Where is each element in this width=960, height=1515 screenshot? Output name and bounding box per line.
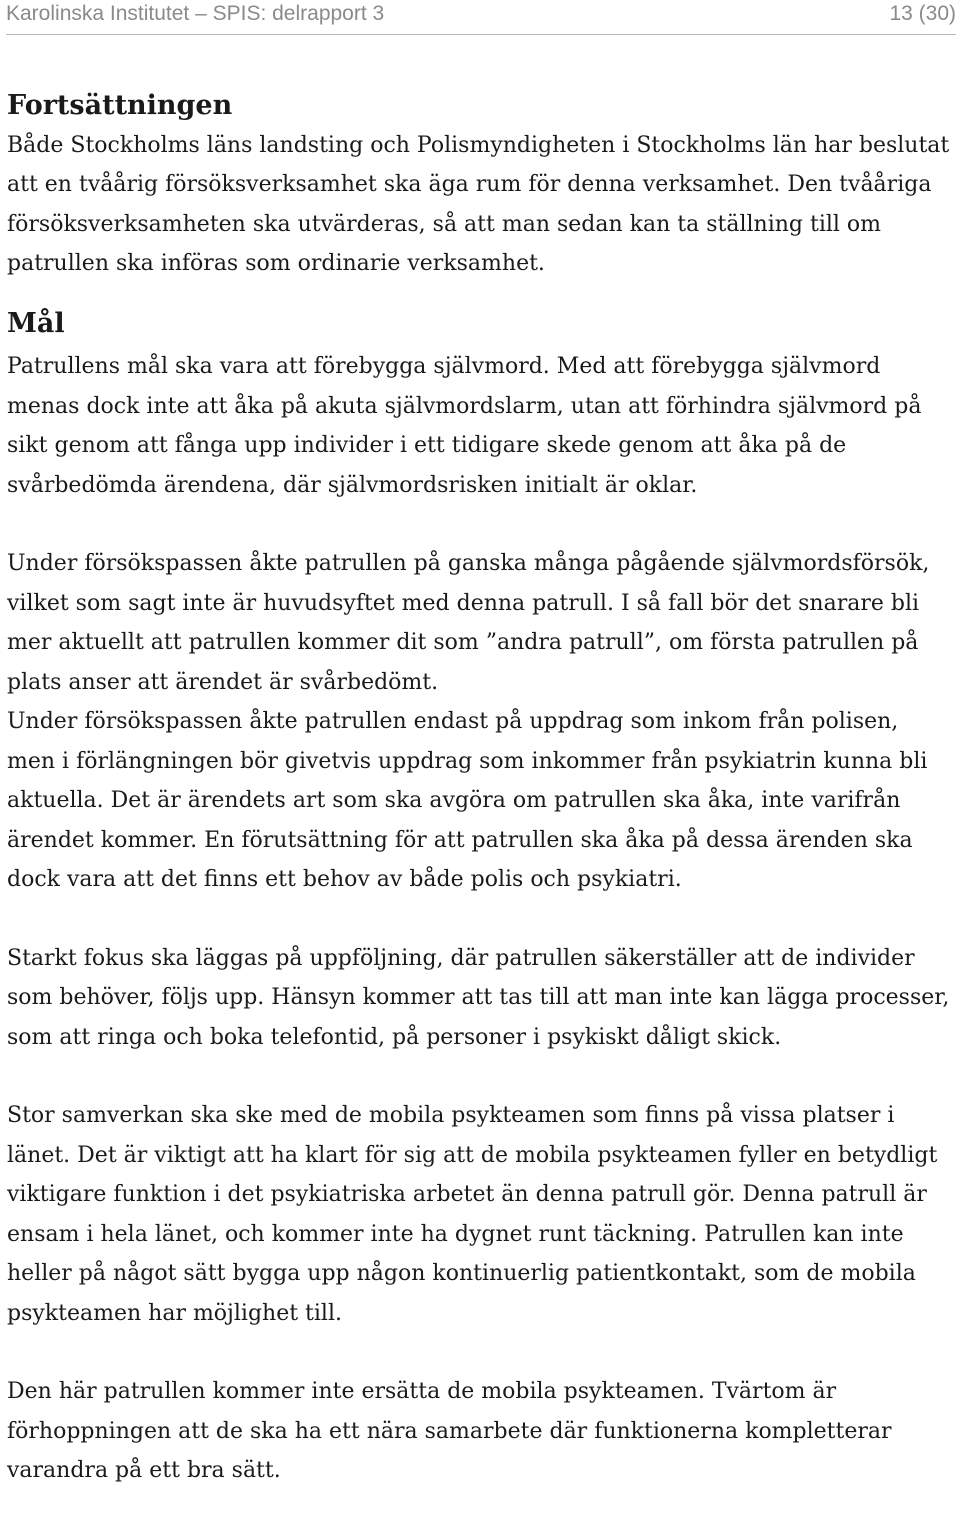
paragraph: Stor samverkan ska ske med de mobila psykteamen som finns på vissa platser i länet. Det är viktigt att ha klart för sig att de mobila psykteamen fyller en betydligt viktigare funktion i det psykiatriska arbetet än denna patrull gör. Denna patrull är ensam i hela länet, och kommer inte ha dygnet runt täckning. Patrullen kan inte heller på något sätt bygga upp någon kontinuerlig patientkontakt, som de mobila psykteamen har möjlighet till. <box>7 1103 938 1326</box>
document-body <box>7 86 952 1491</box>
section-heading-fortsattningen: Fortsättningen <box>7 90 233 121</box>
page-header <box>6 0 956 35</box>
paragraph: Patrullens mål ska vara att förebygga självmord. Med att förebygga självmord menas dock inte att åka på akuta självmordslarm, utan att förhindra självmord på sikt genom att fånga upp individer i ett tidigare skede genom att åka på de svårbedömda ärendena, där självmordsrisken initialt är oklar. <box>7 354 922 498</box>
section-heading-mal: Mål <box>7 307 65 339</box>
document-title: Karolinska Institutet – SPIS: delrapport 3 <box>6 2 385 25</box>
paragraph: Under försökspassen åkte patrullen endast på uppdrag som inkom från polisen, men i förlängningen bör givetvis uppdrag som inkommer från psykiatrin kunna bli aktuella. Det är ärendets art som ska avgöra om patrullen ska åka, inte varifrån ärendet kommer. En förutsättning för att patrullen ska åka på dessa ärenden ska dock vara att det finns ett behov av både polis och psykiatri. <box>7 709 928 892</box>
paragraph: Starkt fokus ska läggas på uppföljning, där patrullen säkerställer att de individer som behöver, följs upp. Hänsyn kommer att tas till att man inte kan lägga processer, som att ringa och boka telefontid, på personer i psykiskt dåligt skick. <box>7 945 950 1050</box>
paragraph: Den här patrullen kommer inte ersätta de mobila psykteamen. Tvärtom är förhoppningen att de ska ha ett nära samarbete där funktionerna kompletterar varandra på ett bra sätt. <box>7 1379 892 1483</box>
paragraph: Både Stockholms läns landsting och Polismyndigheten i Stockholms län har beslutat att en tvåårig försöksverksamhet ska äga rum för denna verksamhet. Den tvååriga försöksverksamheten ska utvärderas, så att man sedan kan ta ställning till om patrullen ska införas som ordinarie verksamhet. <box>7 132 950 276</box>
paragraph: Under försökspassen åkte patrullen på ganska många pågående självmordsförsök, vilket som sagt inte är huvudsyftet med denna patrull. I så fall bör det snarare bli mer aktuellt att patrullen kommer dit som ”andra patrull”, om första patrullen på plats anser att ärendet är svårbedömt. <box>7 551 930 695</box>
page-number: 13 (30) <box>889 2 956 25</box>
